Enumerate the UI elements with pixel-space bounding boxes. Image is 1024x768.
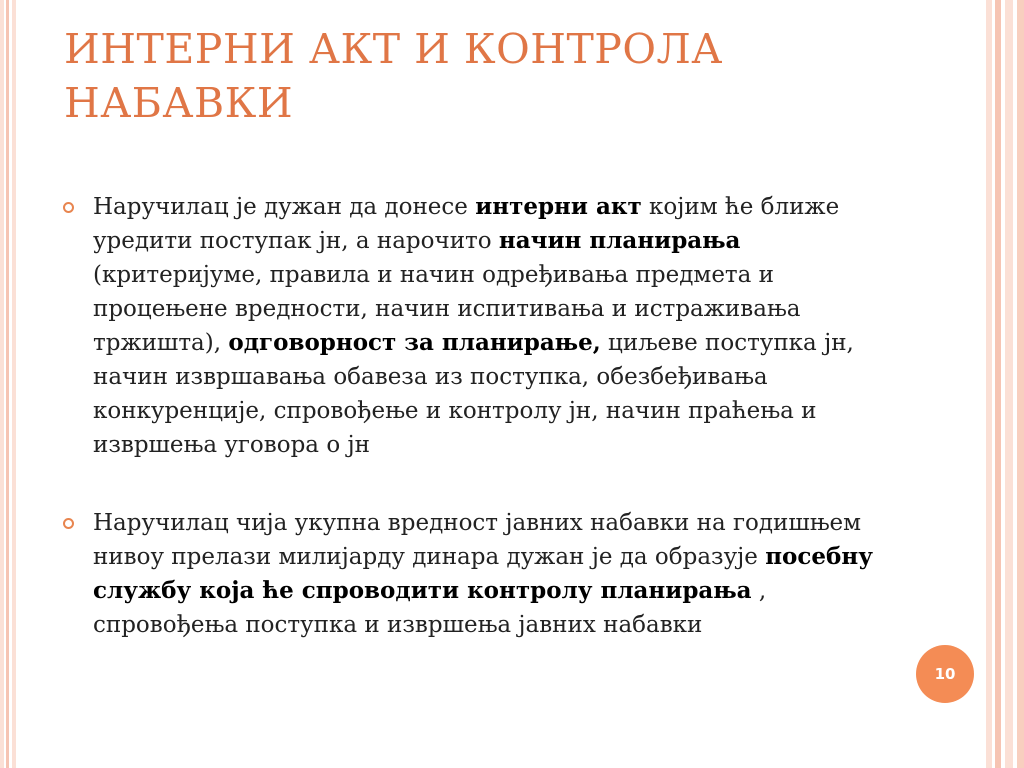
bullet-circle-icon xyxy=(63,518,74,529)
bullet-circle-icon xyxy=(63,202,74,213)
bullet-2-text: , спровођења поступка и извршења јавних набавки xyxy=(93,578,767,638)
bullet-item-1 xyxy=(62,190,902,462)
bullet-1-text: којим ће ближе уредити поступак јн, а нарочито xyxy=(93,194,840,254)
decorative-left-border xyxy=(0,0,22,768)
bullet-1-text: (критеријуме, правила и начин одређивања предмета и процењене вредности, начин испитивања и истраживања тржишта), xyxy=(93,262,801,356)
bullet-1-text: Наручилац је дужан да донесе xyxy=(93,194,476,220)
slide-title: ИНТЕРНИ АКТ И КОНТРОЛА НАБАВКИ xyxy=(64,25,723,127)
decorative-right-border xyxy=(986,0,1024,768)
bullet-1-highlight-planning-method: начин планирања xyxy=(498,227,741,254)
bullet-1-highlight-internal-act: интерни акт xyxy=(475,193,642,220)
bullet-1-text: циљеве поступка јн, начин извршавања обавеза из поступка, обезбеђивања конкуренције, спровођење и контролу јн, начин праћења и извршења уговора о јн xyxy=(93,330,854,458)
bullet-2-text: Наручилац чија укупна вредност јавних набавки на годишњем нивоу прелази милијарду динара дужан је да образује xyxy=(93,510,862,570)
slide-content xyxy=(62,190,902,642)
page-number-badge: 10 xyxy=(916,645,974,703)
bullet-2-highlight-control-service: посебну службу која ће спроводити контролу планирања xyxy=(93,543,873,604)
bullet-item-2 xyxy=(62,506,902,642)
bullet-1-highlight-planning-responsibility: одговорност за планирање, xyxy=(228,329,601,356)
